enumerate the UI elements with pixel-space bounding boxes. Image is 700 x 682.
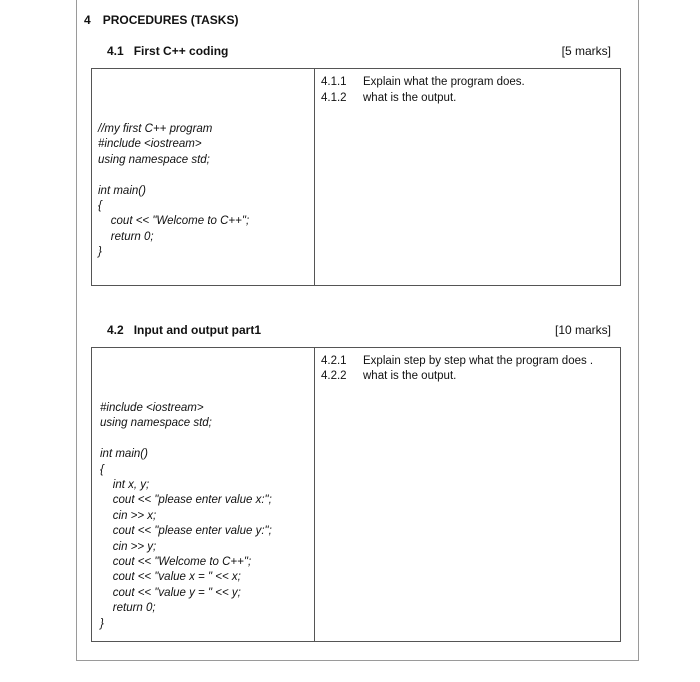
code-line: cout << "please enter value x:";: [100, 494, 272, 507]
question-text: what is the output.: [363, 92, 457, 104]
code-line: #include <iostream>: [100, 402, 204, 414]
task1-code-cell: [92, 69, 315, 285]
code-line: //my first C++ program: [98, 123, 213, 135]
task1-number: 4.1: [107, 44, 124, 58]
task2-marks: [10 marks]: [554, 323, 611, 337]
code-line: cout << "value x = " << x;: [100, 571, 241, 584]
question-4-2-2: [321, 370, 456, 382]
code-line: {: [100, 463, 104, 476]
code-line: return 0;: [98, 230, 154, 243]
task1-table: [91, 68, 621, 286]
code-line: cout << "Welcome to C++";: [98, 215, 250, 228]
question-number: 4.2.1: [321, 355, 347, 367]
task1-heading: [107, 44, 228, 58]
task1-code-block: [98, 122, 249, 261]
question-4-2-1: [321, 355, 593, 367]
code-line: int main(): [100, 448, 148, 461]
question-number: 4.1.1: [321, 76, 347, 88]
question-4-1-2: [321, 92, 456, 104]
task2-code-cell: [92, 348, 315, 641]
code-line: return 0;: [100, 602, 156, 615]
question-number: 4.1.2: [321, 92, 347, 104]
section-number: 4: [84, 13, 91, 27]
code-line: cin >> x;: [100, 509, 157, 522]
task2-title: Input and output part1: [133, 323, 261, 337]
code-line: cout << "please enter value y:";: [100, 525, 272, 538]
code-line: using namespace std;: [100, 417, 212, 430]
task2-questions-cell: [315, 348, 620, 641]
code-line: {: [98, 200, 102, 213]
code-line: cin >> y;: [100, 540, 157, 553]
section-title: PROCEDURES (TASKS): [102, 13, 239, 27]
question-text: Explain step by step what the program does .: [363, 355, 594, 367]
code-line: cout << "Welcome to C++";: [100, 556, 252, 569]
code-line: cout << "value y = " << y;: [100, 586, 241, 599]
question-number: 4.2.2: [321, 370, 347, 382]
task2-number: 4.2: [107, 323, 124, 337]
code-line: }: [100, 617, 104, 630]
code-line: int x, y;: [100, 479, 150, 492]
task1-title: First C++ coding: [133, 44, 229, 58]
task2-heading: [107, 323, 261, 337]
task1-questions-cell: [315, 69, 620, 285]
question-4-1-1: [321, 76, 525, 88]
code-line: #include <iostream>: [98, 138, 202, 151]
section-heading: [84, 13, 238, 27]
code-line: using namespace std;: [98, 153, 210, 166]
question-text: what is the output.: [363, 370, 457, 382]
code-line: [100, 432, 272, 447]
code-line: [98, 168, 249, 183]
task2-code-block: [100, 401, 272, 632]
question-text: Explain what the program does.: [363, 76, 525, 88]
task2-table: [91, 347, 621, 642]
task1-marks: [5 marks]: [561, 44, 611, 58]
code-line: }: [98, 246, 102, 259]
code-line: int main(): [98, 184, 146, 197]
